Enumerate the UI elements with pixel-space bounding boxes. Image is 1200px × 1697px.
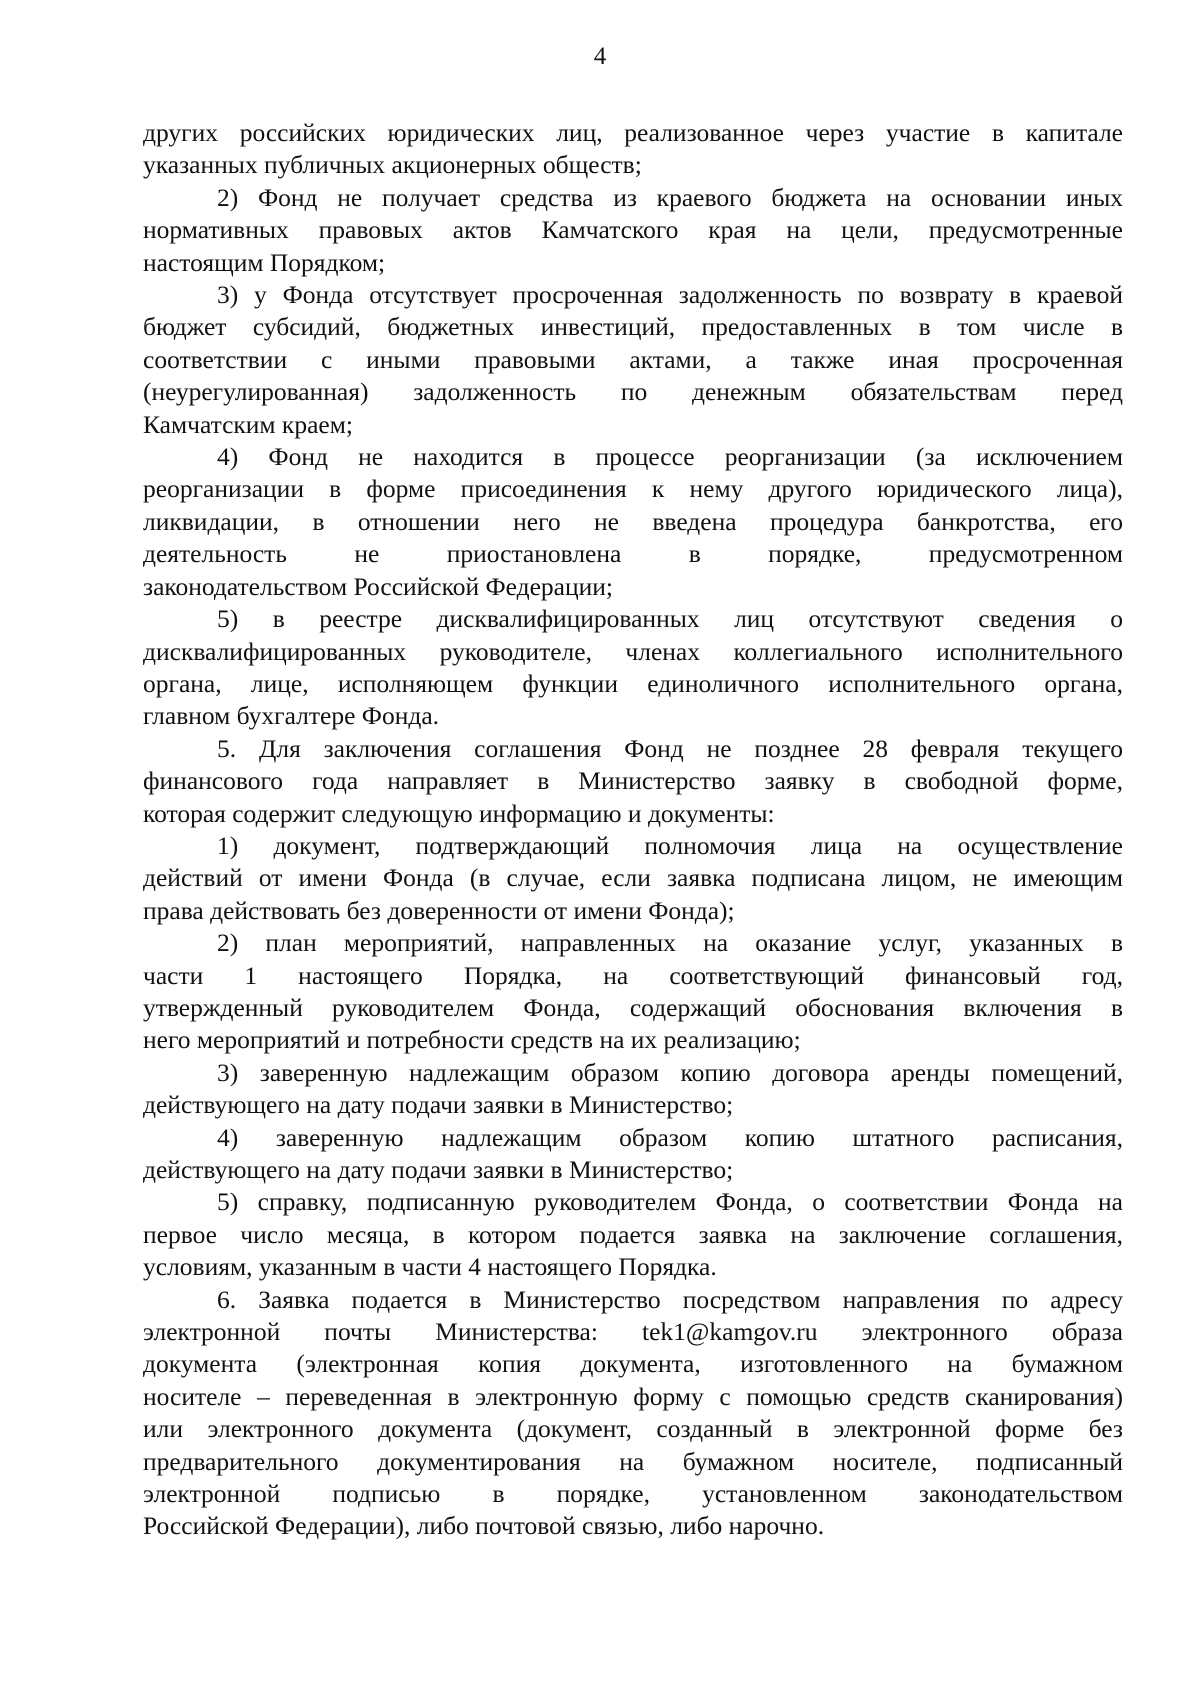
text-line: 5. Для заключения соглашения Фонд не позднее 28 февраля текущего <box>217 733 1123 763</box>
text-line: указанных публичных акционерных обществ; <box>143 150 642 180</box>
text-line: 4) Фонд не находится в процессе реорганизации (за исключением <box>217 442 1123 472</box>
document-body <box>143 117 1123 1543</box>
text-line: 4) заверенную надлежащим образом копию штатного расписания, <box>217 1122 1123 1152</box>
text-line: деятельность не приостановлена в порядке, предусмотренном <box>143 539 1123 569</box>
document-item-4 <box>143 1122 1123 1187</box>
text-line: 6. Заявка подается в Министерство посредством направления по адресу <box>217 1284 1123 1314</box>
text-line: других российских юридических лиц, реализованное через участие в капитале <box>143 118 1123 147</box>
text-line: предварительного документирования на бумажном носителе, подписанный <box>143 1446 1123 1476</box>
paragraph-continuation <box>143 117 1123 182</box>
text-line: права действовать без доверенности от имени Фонда); <box>143 895 735 925</box>
list-item-2 <box>143 182 1123 279</box>
text-line: действующего на дату подачи заявки в Министерство; <box>143 1090 734 1120</box>
text-line: 5) в реестре дисквалифицированных лиц отсутствуют сведения о <box>217 604 1123 634</box>
text-line: или электронного документа (документ, созданный в электронной форме без <box>143 1414 1123 1444</box>
text-line: 2) план мероприятий, направленных на оказание услуг, указанных в <box>217 928 1123 958</box>
text-line: нормативных правовых актов Камчатского края на цели, предусмотренные <box>143 215 1123 245</box>
text-line: действующего на дату подачи заявки в Министерство; <box>143 1155 734 1184</box>
text-line: электронной почты Министерства: tek1@kamgov.ru электронного образа <box>143 1317 1123 1347</box>
document-item-2 <box>143 927 1123 1057</box>
document-item-5 <box>143 1186 1123 1283</box>
text-line: (неурегулированная) задолженность по денежным обязательствам перед <box>143 377 1123 407</box>
text-line: органа, лице, исполняющем функции единоличного исполнительного органа, <box>143 668 1123 698</box>
text-line: законодательством Российской Федерации; <box>143 571 614 601</box>
text-line: которая содержит следующую информацию и документы: <box>143 798 775 828</box>
text-line: реорганизации в форме присоединения к нему другого юридического лица), <box>143 474 1123 504</box>
section-6 <box>143 1284 1123 1543</box>
section-5 <box>143 733 1123 830</box>
text-line: него мероприятий и потребности средств на их реализацию; <box>143 1025 801 1055</box>
text-line: электронной подписью в порядке, установленном законодательством <box>143 1479 1123 1509</box>
text-line: соответствии с иными правовыми актами, а также иная просроченная <box>143 344 1123 374</box>
text-line: действий от имени Фонда (в случае, если заявка подписана лицом, не имеющим <box>143 863 1123 893</box>
text-line: Российской Федерации), либо почтовой связью, либо нарочно. <box>143 1511 825 1541</box>
document-item-3 <box>143 1057 1123 1122</box>
list-item-5 <box>143 603 1123 733</box>
text-line: 5) справку, подписанную руководителем Фонда, о соответствии Фонда на <box>217 1187 1123 1217</box>
text-line: ликвидации, в отношении него не введена процедура банкротства, его <box>143 506 1123 536</box>
text-line: 1) документ, подтверждающий полномочия лица на осуществление <box>217 830 1123 860</box>
text-line: носителе – переведенная в электронную форму с помощью средств сканирования) <box>143 1381 1123 1411</box>
text-line: Камчатским краем; <box>143 409 353 439</box>
text-line: дисквалифицированных руководителе, членах коллегиального исполнительного <box>143 636 1123 666</box>
list-item-3 <box>143 279 1123 441</box>
text-line: настоящим Порядком; <box>143 247 386 277</box>
text-line: 3) у Фонда отсутствует просроченная задолженность по возврату в краевой <box>217 280 1123 310</box>
text-line: 2) Фонд не получает средства из краевого бюджета на основании иных <box>217 182 1123 212</box>
text-line: финансового года направляет в Министерство заявку в свободной форме, <box>143 766 1123 796</box>
text-line: документа (электронная копия документа, изготовленного на бумажном <box>143 1349 1123 1379</box>
text-line: условиям, указанным в части 4 настоящего Порядка. <box>143 1252 717 1282</box>
text-line: утвержденный руководителем Фонда, содержащий обоснования включения в <box>143 992 1123 1022</box>
text-line: первое число месяца, в котором подается заявка на заключение соглашения, <box>143 1219 1123 1249</box>
text-line: части 1 настоящего Порядка, на соответствующий финансовый год, <box>143 960 1123 990</box>
text-line: главном бухгалтере Фонда. <box>143 701 440 731</box>
document-item-1 <box>143 830 1123 927</box>
list-item-4 <box>143 441 1123 603</box>
page-number: 4 <box>593 43 607 70</box>
text-line: 3) заверенную надлежащим образом копию договора аренды помещений, <box>217 1057 1123 1087</box>
text-line: бюджет субсидий, бюджетных инвестиций, предоставленных в том числе в <box>143 312 1123 342</box>
